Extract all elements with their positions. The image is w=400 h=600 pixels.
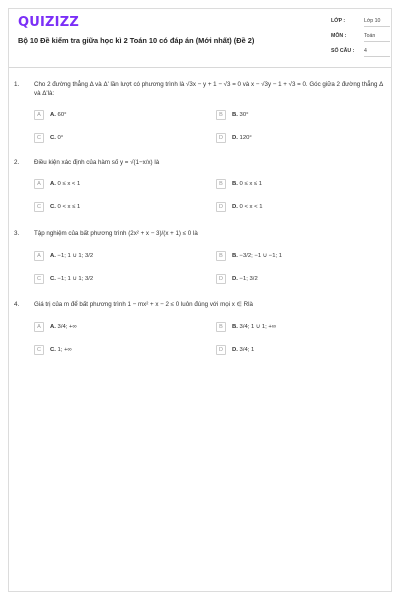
option-text: 0° [57,135,64,141]
option-letter: A [34,251,44,261]
option-letter: D [216,274,226,284]
option-label: C. [50,347,56,353]
option-letter: C [34,345,44,355]
option-text: 3/4; +∞ [57,324,77,330]
question-count-label: SỐ CÂU : [331,48,355,54]
option-text: 30° [239,112,249,118]
option-text: −1; 1 ∪ 1; 3/2 [57,253,94,259]
option-text: 3/4; 1 [239,347,255,353]
option-letter: C [34,202,44,212]
option-letter: A [34,110,44,120]
option-label: C. [50,276,56,282]
option-label: A. [50,112,56,118]
question-4 [9,301,393,371]
question-text: Điều kiện xác định của hàm số y = √(1−x/x) là [34,159,160,166]
option-text: 1; +∞ [57,347,72,353]
option-text: 0 ≤ x ≤ 1 [239,181,263,187]
quizizz-logo: QUIZIZZ [18,15,79,30]
option-letter: B [216,179,226,189]
option-label: A. [50,253,56,259]
option-letter: C [34,274,44,284]
subject-value: Toán [364,33,390,42]
option-text: 3/4; 1 ∪ 1; +∞ [239,324,277,330]
question-1 [9,81,393,151]
option-label: B. [232,253,238,259]
question-number: 2. [14,159,20,166]
option-text: −1; 1 ∪ 1; 3/2 [57,276,94,282]
option-label: C. [50,135,56,141]
option-text: −1; 3/2 [239,276,258,282]
option-label: A. [50,324,56,330]
option-text: 0 < x ≤ 1 [57,204,81,210]
option-label: D. [232,276,238,282]
option-letter: D [216,133,226,143]
option-text: 120° [239,135,252,141]
worksheet-title: Bộ 10 Đề kiểm tra giữa học kì 2 Toán 10 có đáp án (Mới nhất) (Đề 2) [18,36,255,45]
question-text: Tập nghiệm của bất phương trình (2x² + x − 3)/(x + 1) ≤ 0 là [34,230,198,237]
option-label: B. [232,112,238,118]
question-text: Cho 2 đường thẳng Δ và Δ' lần lượt có phương trình là √3x − y + 1 − √3 = 0 và x − √3y − 1 + √3 = 0. Góc giữa 2 đường thẳng Δ và Δ'là: [34,81,383,97]
question-count-value: 4 [364,48,390,57]
question-number: 1. [14,81,20,88]
class-value: Lớp 10 [364,18,390,27]
option-letter: C [34,133,44,143]
option-letter: B [216,251,226,261]
option-letter: D [216,345,226,355]
option-letter: A [34,322,44,332]
question-text: Giá trị của m để bất phương trình 1 − mx² + x − 2 ≤ 0 luôn đúng với mọi x ∈ Rlà [34,301,253,308]
question-number: 4. [14,301,20,308]
option-label: A. [50,181,56,187]
worksheet-header [9,9,391,68]
question-number: 3. [14,230,20,237]
class-label: LỚP : [331,18,346,24]
option-text: 0 ≤ x < 1 [57,181,81,187]
option-label: C. [50,204,56,210]
option-label: D. [232,204,238,210]
question-2 [9,159,393,219]
option-label: D. [232,347,238,353]
option-letter: A [34,179,44,189]
option-text: −3/2; −1 ∪ −1; 1 [239,253,283,259]
question-3 [9,230,393,300]
option-label: B. [232,181,238,187]
option-text: 60° [57,112,67,118]
option-text: 0 < x < 1 [239,204,263,210]
option-letter: B [216,322,226,332]
subject-label: MÔN : [331,33,347,39]
option-label: B. [232,324,238,330]
option-label: D. [232,135,238,141]
option-letter: B [216,110,226,120]
option-letter: D [216,202,226,212]
worksheet-page [8,8,392,592]
